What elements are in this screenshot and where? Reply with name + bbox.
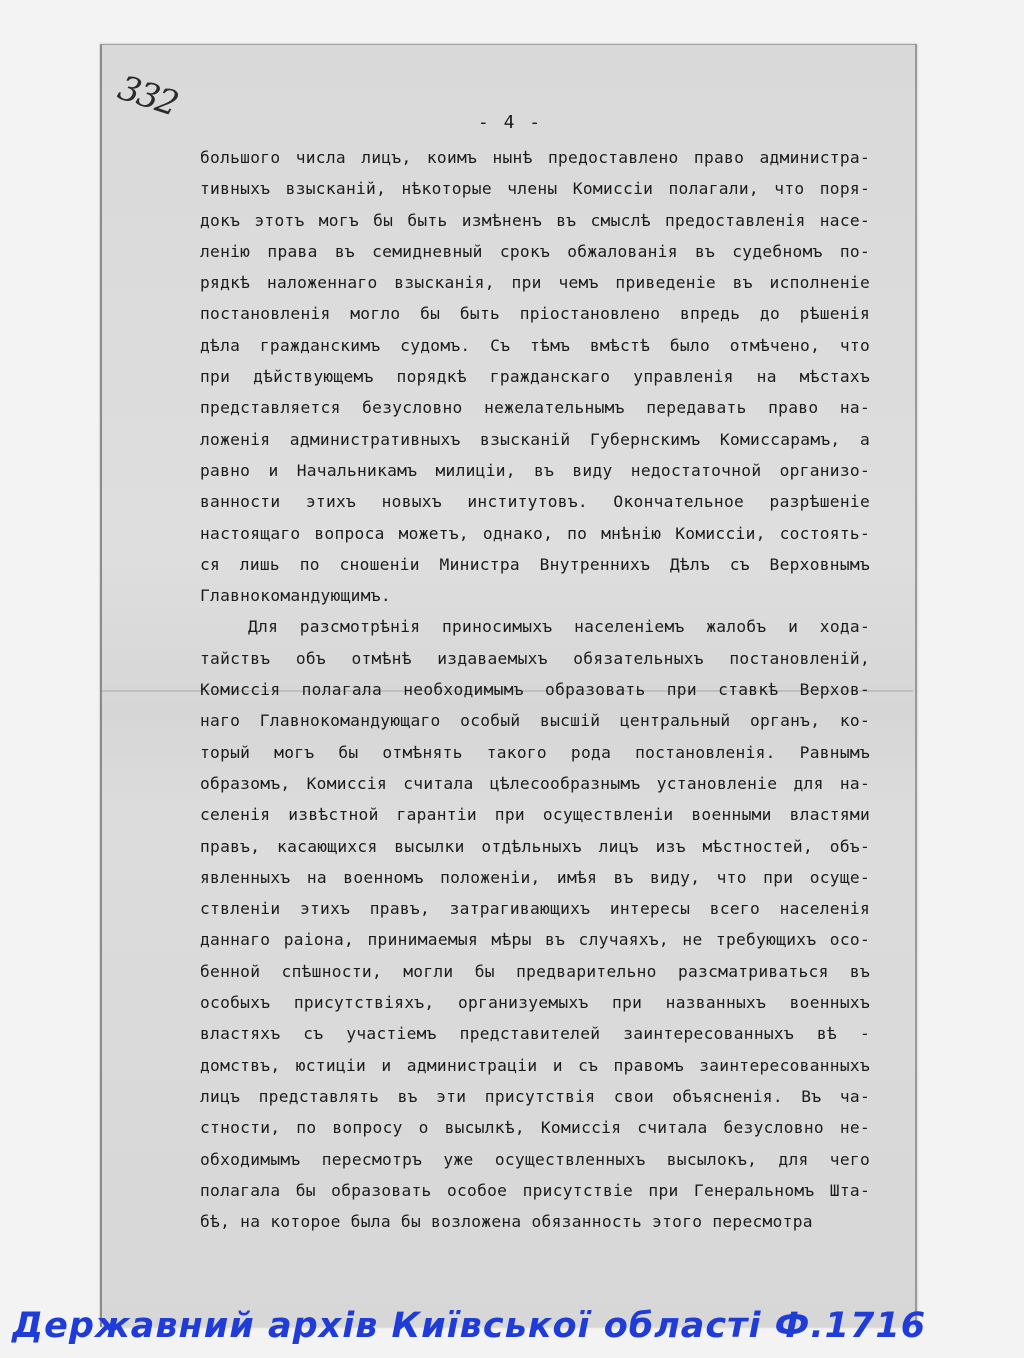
archive-caption: Державний архів Київської області Ф.1716 (12, 1306, 927, 1346)
text-line: рядкѣ наложеннаго взысканія, при чемъ приведеніе въ исполненіе (200, 273, 870, 293)
page-number: - 4 - (477, 112, 543, 133)
text-line: домствъ, юстиціи и администраціи и съ правомъ заинтересованныхъ (200, 1055, 870, 1075)
text-line: настоящаго вопроса можетъ, однако, по мнѣнію Комиссіи, состоять- (200, 523, 870, 543)
text-line: даннаго раіона, принимаемыя мѣры въ случаяхъ, не требующихъ осо- (200, 930, 870, 950)
text-line: тивныхъ взысканій, нѣкоторые члены Комиссіи полагали, что поря- (200, 179, 870, 199)
text-line: лицъ представлять въ эти присутствія свои объясненія. Въ ча- (200, 1086, 870, 1106)
text-line: представляется безусловно нежелательнымъ передавать право на- (200, 398, 870, 418)
text-line: тайствъ объ отмѣнѣ издаваемыхъ обязательныхъ постановленій, (200, 648, 870, 668)
text-line: правъ, касающихся высылки отдѣльныхъ лицъ изъ мѣстностей, объ- (200, 836, 870, 856)
text-line: полагала бы образовать особое присутствіе при Генеральномъ Шта- (200, 1180, 870, 1200)
text-line: властяхъ съ участіемъ представителей заинтересованныхъ вѣ - (200, 1024, 870, 1044)
typewritten-body (200, 142, 870, 1237)
text-line: равно и Начальникамъ милиціи, въ виду недостаточной организо- (200, 460, 870, 480)
text-line: ванности этихъ новыхъ институтовъ. Окончательное разрѣшеніе (200, 492, 870, 512)
text-line: ся лишь по сношеніи Министра Внутреннихъ Дѣлъ съ Верховнымъ (200, 554, 870, 574)
text-line: бѣ, на которое была бы возложена обязанность этого пересмотра (200, 1212, 813, 1232)
text-line: наго Главнокомандующаго особый высшій центральный органъ, ко- (200, 711, 870, 731)
text-line-paragraph-start: Для разсмотрѣнія приносимыхъ населеніемъ жалобъ и хода- (248, 617, 870, 637)
text-line: явленныхъ на военномъ положеніи, имѣя въ виду, что при осуще- (200, 867, 870, 887)
text-line: большого числа лицъ, коимъ нынѣ предоставлено право администра- (200, 148, 870, 167)
text-line: при дѣйствующемъ порядкѣ гражданскаго управленія на мѣстахъ (200, 367, 870, 387)
text-line: ложенія административныхъ взысканій Губернскимъ Комиссарамъ, а (200, 429, 870, 449)
text-line: бенной спѣшности, могли бы предварительно разсматриваться въ (200, 961, 870, 981)
text-line: селенія извѣстной гарантіи при осуществленіи военными властями (200, 805, 870, 825)
text-line: Главнокомандующимъ. (200, 586, 391, 606)
text-line: ленію права въ семидневный срокъ обжалованія въ судебномъ по- (200, 241, 870, 261)
text-line: образомъ, Комиссія считала цѣлесообразнымъ установленіе для на- (200, 773, 870, 793)
text-line: дѣла гражданскимъ судомъ. Съ тѣмъ вмѣстѣ было отмѣчено, что (200, 335, 870, 355)
text-line: ствленіи этихъ правъ, затрагивающихъ интересы всего населенія (200, 899, 870, 919)
text-line: постановленія могло бы быть пріостановлено впредь до рѣшенія (200, 304, 870, 324)
text-line: особыхъ присутствіяхъ, организуемыхъ при названныхъ военныхъ (200, 993, 870, 1013)
text-line: торый могъ бы отмѣнять такого рода постановленія. Равнымъ (200, 742, 870, 762)
text-line: стности, по вопросу о высылкѣ, Комиссія считала безусловно не- (200, 1118, 870, 1138)
text-line: докъ этотъ могъ бы быть измѣненъ въ смыслѣ предоставленія насе- (200, 210, 870, 230)
text-line: обходимымъ пересмотръ уже осуществленныхъ высылокъ, для чего (200, 1149, 870, 1169)
text-line: Комиссія полагала необходимымъ образовать при ставкѣ Верхов- (200, 680, 870, 700)
handwritten-archive-number: 332 (113, 67, 182, 125)
